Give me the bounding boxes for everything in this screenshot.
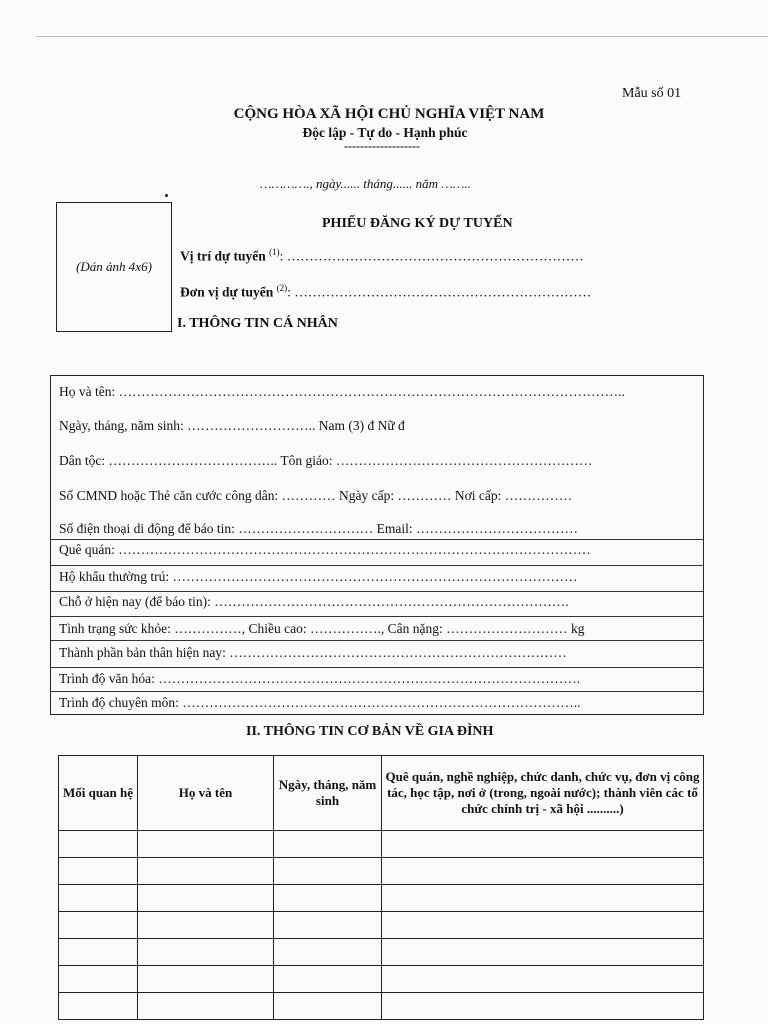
position-footnote: (1)	[269, 247, 280, 257]
national-header	[0, 106, 768, 151]
table-cell[interactable]	[59, 885, 138, 912]
unit-dots: : …………………………………………………………	[287, 284, 592, 300]
personal-info-box	[50, 375, 704, 715]
row-divider	[51, 667, 703, 668]
table-row[interactable]	[59, 858, 704, 885]
professional-level-field[interactable]: Trình độ chuyên môn: ……………………………………………………………………………..	[59, 695, 581, 710]
form-number: Mẫu số 01	[622, 86, 682, 101]
table-row[interactable]	[59, 831, 704, 858]
table-cell[interactable]	[59, 993, 138, 1020]
health-field[interactable]: Tình trạng sức khỏe: ……………, Chiều cao: ……………., Cân nặng: ……………………… kg	[59, 621, 585, 636]
phone-email-field[interactable]: Số điện thoại di động để báo tin: ………………………… Email: ………………………………	[59, 521, 578, 536]
row-divider	[51, 691, 703, 692]
row-divider	[51, 616, 703, 617]
table-cell[interactable]	[382, 858, 704, 885]
date-line: …………., ngày...... tháng...... năm ……..	[260, 176, 471, 191]
table-header-row	[59, 756, 704, 831]
position-field[interactable]	[180, 247, 584, 265]
national-motto: Độc lập - Tự do - Hạnh phúc	[302, 125, 468, 140]
row-divider	[51, 539, 703, 540]
unit-footnote: (2)	[276, 283, 288, 293]
table-cell[interactable]	[274, 966, 382, 993]
row-divider	[51, 565, 703, 566]
table-cell[interactable]	[138, 939, 274, 966]
scan-edge-line	[36, 36, 768, 37]
table-cell[interactable]	[382, 912, 704, 939]
social-class-field[interactable]: Thành phần bản thân hiện nay: …………………………………………………………………	[59, 645, 567, 660]
table-cell[interactable]	[274, 993, 382, 1020]
table-cell[interactable]	[138, 831, 274, 858]
relationship-header: Mối quan hệ	[59, 756, 138, 831]
table-cell[interactable]	[138, 966, 274, 993]
table-cell[interactable]	[138, 993, 274, 1020]
table-cell[interactable]	[59, 912, 138, 939]
dob-header: Ngày, tháng, năm sinh	[274, 756, 382, 831]
table-cell[interactable]	[59, 858, 138, 885]
row-divider	[51, 640, 703, 641]
table-cell[interactable]	[382, 993, 704, 1020]
position-label: Vị trí dự tuyển	[180, 248, 266, 264]
table-cell[interactable]	[382, 885, 704, 912]
family-table	[58, 755, 704, 1020]
table-cell[interactable]	[382, 939, 704, 966]
table-cell[interactable]	[138, 885, 274, 912]
nation-name: CỘNG HÒA XÃ HỘI CHỦ NGHĨA VIỆT NAM	[233, 106, 545, 122]
education-level-field[interactable]: Trình độ văn hóa: ………………………………………………………………………………….	[59, 671, 581, 686]
form-title: PHIẾU ĐĂNG KÝ DỰ TUYỂN	[322, 216, 513, 231]
table-row[interactable]	[59, 912, 704, 939]
section-family-title: II. THÔNG TIN CƠ BẢN VỀ GIA ĐÌNH	[246, 724, 494, 739]
table-cell[interactable]	[382, 831, 704, 858]
table-cell[interactable]	[274, 912, 382, 939]
table-cell[interactable]	[274, 939, 382, 966]
table-cell[interactable]	[274, 831, 382, 858]
section-personal-title: I. THÔNG TIN CÁ NHÂN	[177, 316, 338, 331]
id-card-field[interactable]: Số CMND hoặc Thẻ căn cước công dân: ………… Ngày cấp: ………… Nơi cấp: ……………	[59, 488, 573, 503]
photo-label: (Dán ảnh 4x6)	[76, 259, 152, 274]
table-cell[interactable]	[138, 858, 274, 885]
current-address-field[interactable]: Chỗ ở hiện nay (để báo tin): …………………………………………………………………….	[59, 594, 569, 609]
table-row[interactable]	[59, 993, 704, 1020]
header-separator: -------------------	[344, 139, 420, 153]
table-row[interactable]	[59, 885, 704, 912]
hometown-field[interactable]: Quê quán: ……………………………………………………………………………………………	[59, 542, 591, 557]
ethnicity-religion-field[interactable]: Dân tộc: ……………………………….. Tôn giáo: …………………………………………………	[59, 453, 593, 468]
name-header: Họ và tên	[138, 756, 274, 831]
table-cell[interactable]	[59, 966, 138, 993]
table-cell[interactable]	[59, 831, 138, 858]
full-name-field[interactable]: Họ và tên: …………………………………………………………………………………………………..	[59, 384, 625, 399]
table-cell[interactable]	[59, 939, 138, 966]
position-dots: : …………………………………………………………	[279, 248, 584, 264]
details-header: Quê quán, nghề nghiệp, chức danh, chức vụ, đơn vị công tác, học tập, nơi ở (trong, ngoài nước); thành viên các tổ chức chính trị - xã hội ..........)	[382, 756, 704, 831]
table-cell[interactable]	[138, 912, 274, 939]
scan-speck	[165, 194, 168, 197]
unit-field[interactable]	[180, 283, 591, 301]
table-cell[interactable]	[274, 858, 382, 885]
row-divider	[51, 591, 703, 592]
table-row[interactable]	[59, 966, 704, 993]
table-cell[interactable]	[274, 885, 382, 912]
table-cell[interactable]	[382, 966, 704, 993]
residence-field[interactable]: Hộ khẩu thường trú: ………………………………………………………………………………	[59, 569, 578, 584]
unit-label: Đơn vị dự tuyển	[180, 284, 274, 300]
table-row[interactable]	[59, 939, 704, 966]
photo-box	[56, 202, 172, 332]
birth-gender-field[interactable]: Ngày, tháng, năm sinh: ……………………….. Nam (3) đ Nữ đ	[59, 418, 405, 433]
